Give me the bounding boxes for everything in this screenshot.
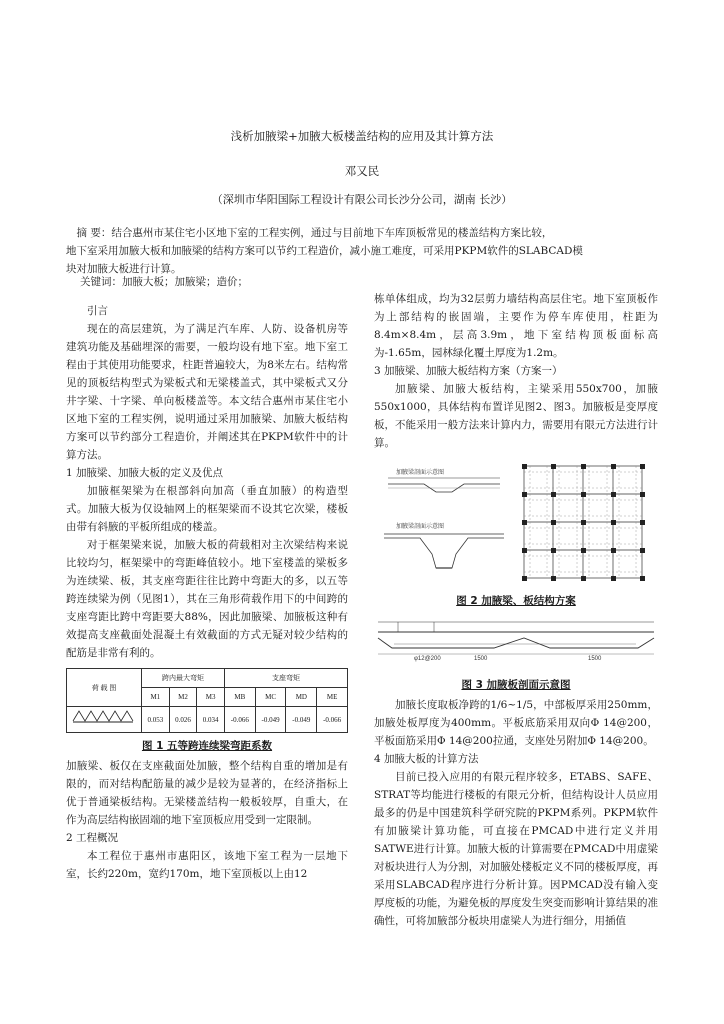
- abstract-line-3: 块对加腋大板进行计算。: [66, 263, 182, 275]
- section-1-para-1: 加腋框架梁为在根部斜向加高（垂直加腋）的构造型式。加腋大板为仅设轴网上的框架梁而不设其它次梁，楼板由带有斜腋的平板所组成的楼盖。: [66, 485, 348, 533]
- triangular-load-diagram: [71, 707, 137, 725]
- figure-2-caption: 图 2 加腋梁、板结构方案: [456, 595, 576, 607]
- moment-coefficient-table: [66, 668, 348, 733]
- table-cell: 0.053: [142, 707, 170, 733]
- table-col-header: MB: [224, 688, 255, 707]
- haunched-slab-section-drawing: [374, 614, 658, 670]
- abstract-line-2: 地下室采用加腋大板和加腋梁的结构方案可以节约工程造价，减小施工难度，可采用PKPM软件的SLABCAD模: [66, 245, 583, 257]
- paper-affiliation: （深圳市华阳国际工程设计有限公司长沙分公司，湖南 长沙）: [211, 193, 513, 206]
- dimension-label-left: 1500: [474, 656, 488, 662]
- load-diagram-cell: [67, 707, 142, 733]
- section-2-heading: 2 工程概况: [66, 832, 119, 844]
- table-cell: -0.049: [286, 707, 317, 733]
- table-cell: -0.049: [255, 707, 286, 733]
- dimension-label-right: 1500: [588, 656, 602, 662]
- right-column: [374, 290, 658, 930]
- table-col-header: M3: [197, 688, 225, 707]
- figure-1-caption: 图 1 五等跨连续梁弯距系数: [141, 740, 273, 752]
- figure-2: [374, 458, 658, 610]
- table-col-header: M1: [142, 688, 170, 707]
- section-3-heading: 3 加腋梁、加腋大板结构方案（方案一）: [374, 365, 563, 377]
- table-header-load: 荷 载 图: [67, 669, 142, 707]
- rebar-label: φ12@200: [414, 656, 441, 662]
- section-3-text: 加腋梁、加腋大板结构，主梁采用550x700，加腋550x1000，具体结构布置详见图2、图3。加腋板是变厚度板，不能采用一般方法来计算内力，需要用有限元方法进行计算。: [374, 383, 658, 449]
- table-cell: -0.066: [224, 707, 255, 733]
- figure-3: [374, 614, 658, 694]
- table-col-header: MC: [255, 688, 286, 707]
- intro-heading: 引言: [87, 305, 108, 317]
- after-figure-3-text: 加腋长度取板净跨的1/6~1/5，中部板厚采用250mm，加腋处板厚度为400mm。平板底筋采用双向Φ 14@200，平板面筋采用Φ 14@200拉通，支座处另附加Φ 14@200。: [374, 699, 658, 747]
- section-label-bottom: 加腋梁剖面示意图: [396, 524, 445, 530]
- section-1-heading: 1 加腋梁、加腋大板的定义及优点: [66, 467, 224, 479]
- figure-3-caption: 图 3 加腋板剖面示意图: [461, 679, 571, 691]
- section-1-para-2: 对于框架梁来说，加腋大板的荷载相对主次梁结构来说比较均匀，框架梁中的弯距峰值较小。地下室楼盖的梁板多为连续梁、板，其支座弯距往往比跨中弯距大的多，以五等跨连续梁为例（见图1），其在三角形荷载作用下的中间跨的支座弯距比跨中弯距要大88%，因此加腋梁、加腋板这种有效提高支座截面处混凝土有效截面的方式无疑对较少结构的配筋是非常有利的。: [66, 539, 348, 659]
- section-4-text: 目前已投入应用的有限元程序较多，ETABS、SAFE、STRAT等均能进行楼板的有限元分析，但结构设计人员应用最多的仍是中国建筑科学研究院的PKPM系列。PKPM软件有加腋梁计算功能，可直接在PMCAD中进行定义并用SATWE进行计算。加腋大板的计算需要在PMCAD中用虚梁对板块进行人为分割，对加腋处楼板定义不同的楼板厚度，再采用SLABCAD程序进行分析计算。因PMCAD没有输入变厚度板的功能，为避免板的厚度发生突变而影响计算结果的准确性，可将加腋部分板块用虚梁人为进行细分，用插值: [374, 771, 658, 927]
- after-figure-1-text: 加腋梁、板仅在支座截面处加腋，整个结构自重的增加是有限的，而对结构配筋量的减少是较为显著的，在经济指标上优于普通梁板结构。无梁楼盖结构一般板较厚，自重大，在作为高层结构嵌固端的地下室顶板应用受到一定限制。: [66, 760, 348, 826]
- table-header-span: 跨内最大弯矩: [142, 669, 225, 688]
- haunched-beam-plan-drawing: [374, 458, 658, 586]
- table-col-header: MD: [286, 688, 317, 707]
- paper-title: 浅析加腋梁+加腋大板楼盖结构的应用及其计算方法: [230, 129, 494, 143]
- figure-1: [66, 668, 348, 755]
- intro-text: 现在的高层建筑，为了满足汽车库、人防、设备机房等建筑功能及基础埋深的需要，一般均设有地下室。地下室工程由于其使用功能要求，柱距普遍较大，为8米左右。结构常见的顶板结构型式为梁板式和无梁楼盖式，其中梁板式又分井字梁、十字梁、单向板楼盖等。本文结合惠州市某住宅小区地下室的工程实例，说明通过采用加腋梁、加腋大板结构方案可以节约部分工程造价，并阐述其在PKPM软件中的计算方法。: [66, 323, 348, 461]
- table-cell: -0.066: [317, 707, 348, 733]
- table-col-header: ME: [317, 688, 348, 707]
- keywords: 关键词：加腋大板；加腋梁；造价；: [80, 276, 248, 288]
- left-column: [66, 300, 348, 883]
- continued-text: 栋单体组成，均为32层剪力墙结构高层住宅。地下室顶板作为上部结构的嵌固端，主要作为停车库使用，柱距为8.4m×8.4m，层高3.9m，地下室结构顶板面标高为-1.65m，园林绿化覆土厚度为1.2m。: [374, 293, 658, 359]
- section-2-text: 本工程位于惠州市惠阳区，该地下室工程为一层地下室，长约220m，宽约170m，地下室顶板以上由12: [66, 850, 348, 880]
- abstract: [66, 224, 659, 278]
- abstract-line-1: 摘 要：结合惠州市某住宅小区地下室的工程实例，通过与目前地下车库顶板常见的楼盖结构方案比较，: [76, 227, 553, 239]
- table-cell: 0.034: [197, 707, 225, 733]
- table-cell: 0.026: [169, 707, 197, 733]
- section-4-heading: 4 加腋大板的计算方法: [374, 753, 479, 765]
- table-header-support: 支座弯矩: [224, 669, 347, 688]
- section-label-top: 加腋梁剖面示意图: [396, 470, 445, 476]
- paper-author: 邓又民: [344, 164, 380, 178]
- table-col-header: M2: [169, 688, 197, 707]
